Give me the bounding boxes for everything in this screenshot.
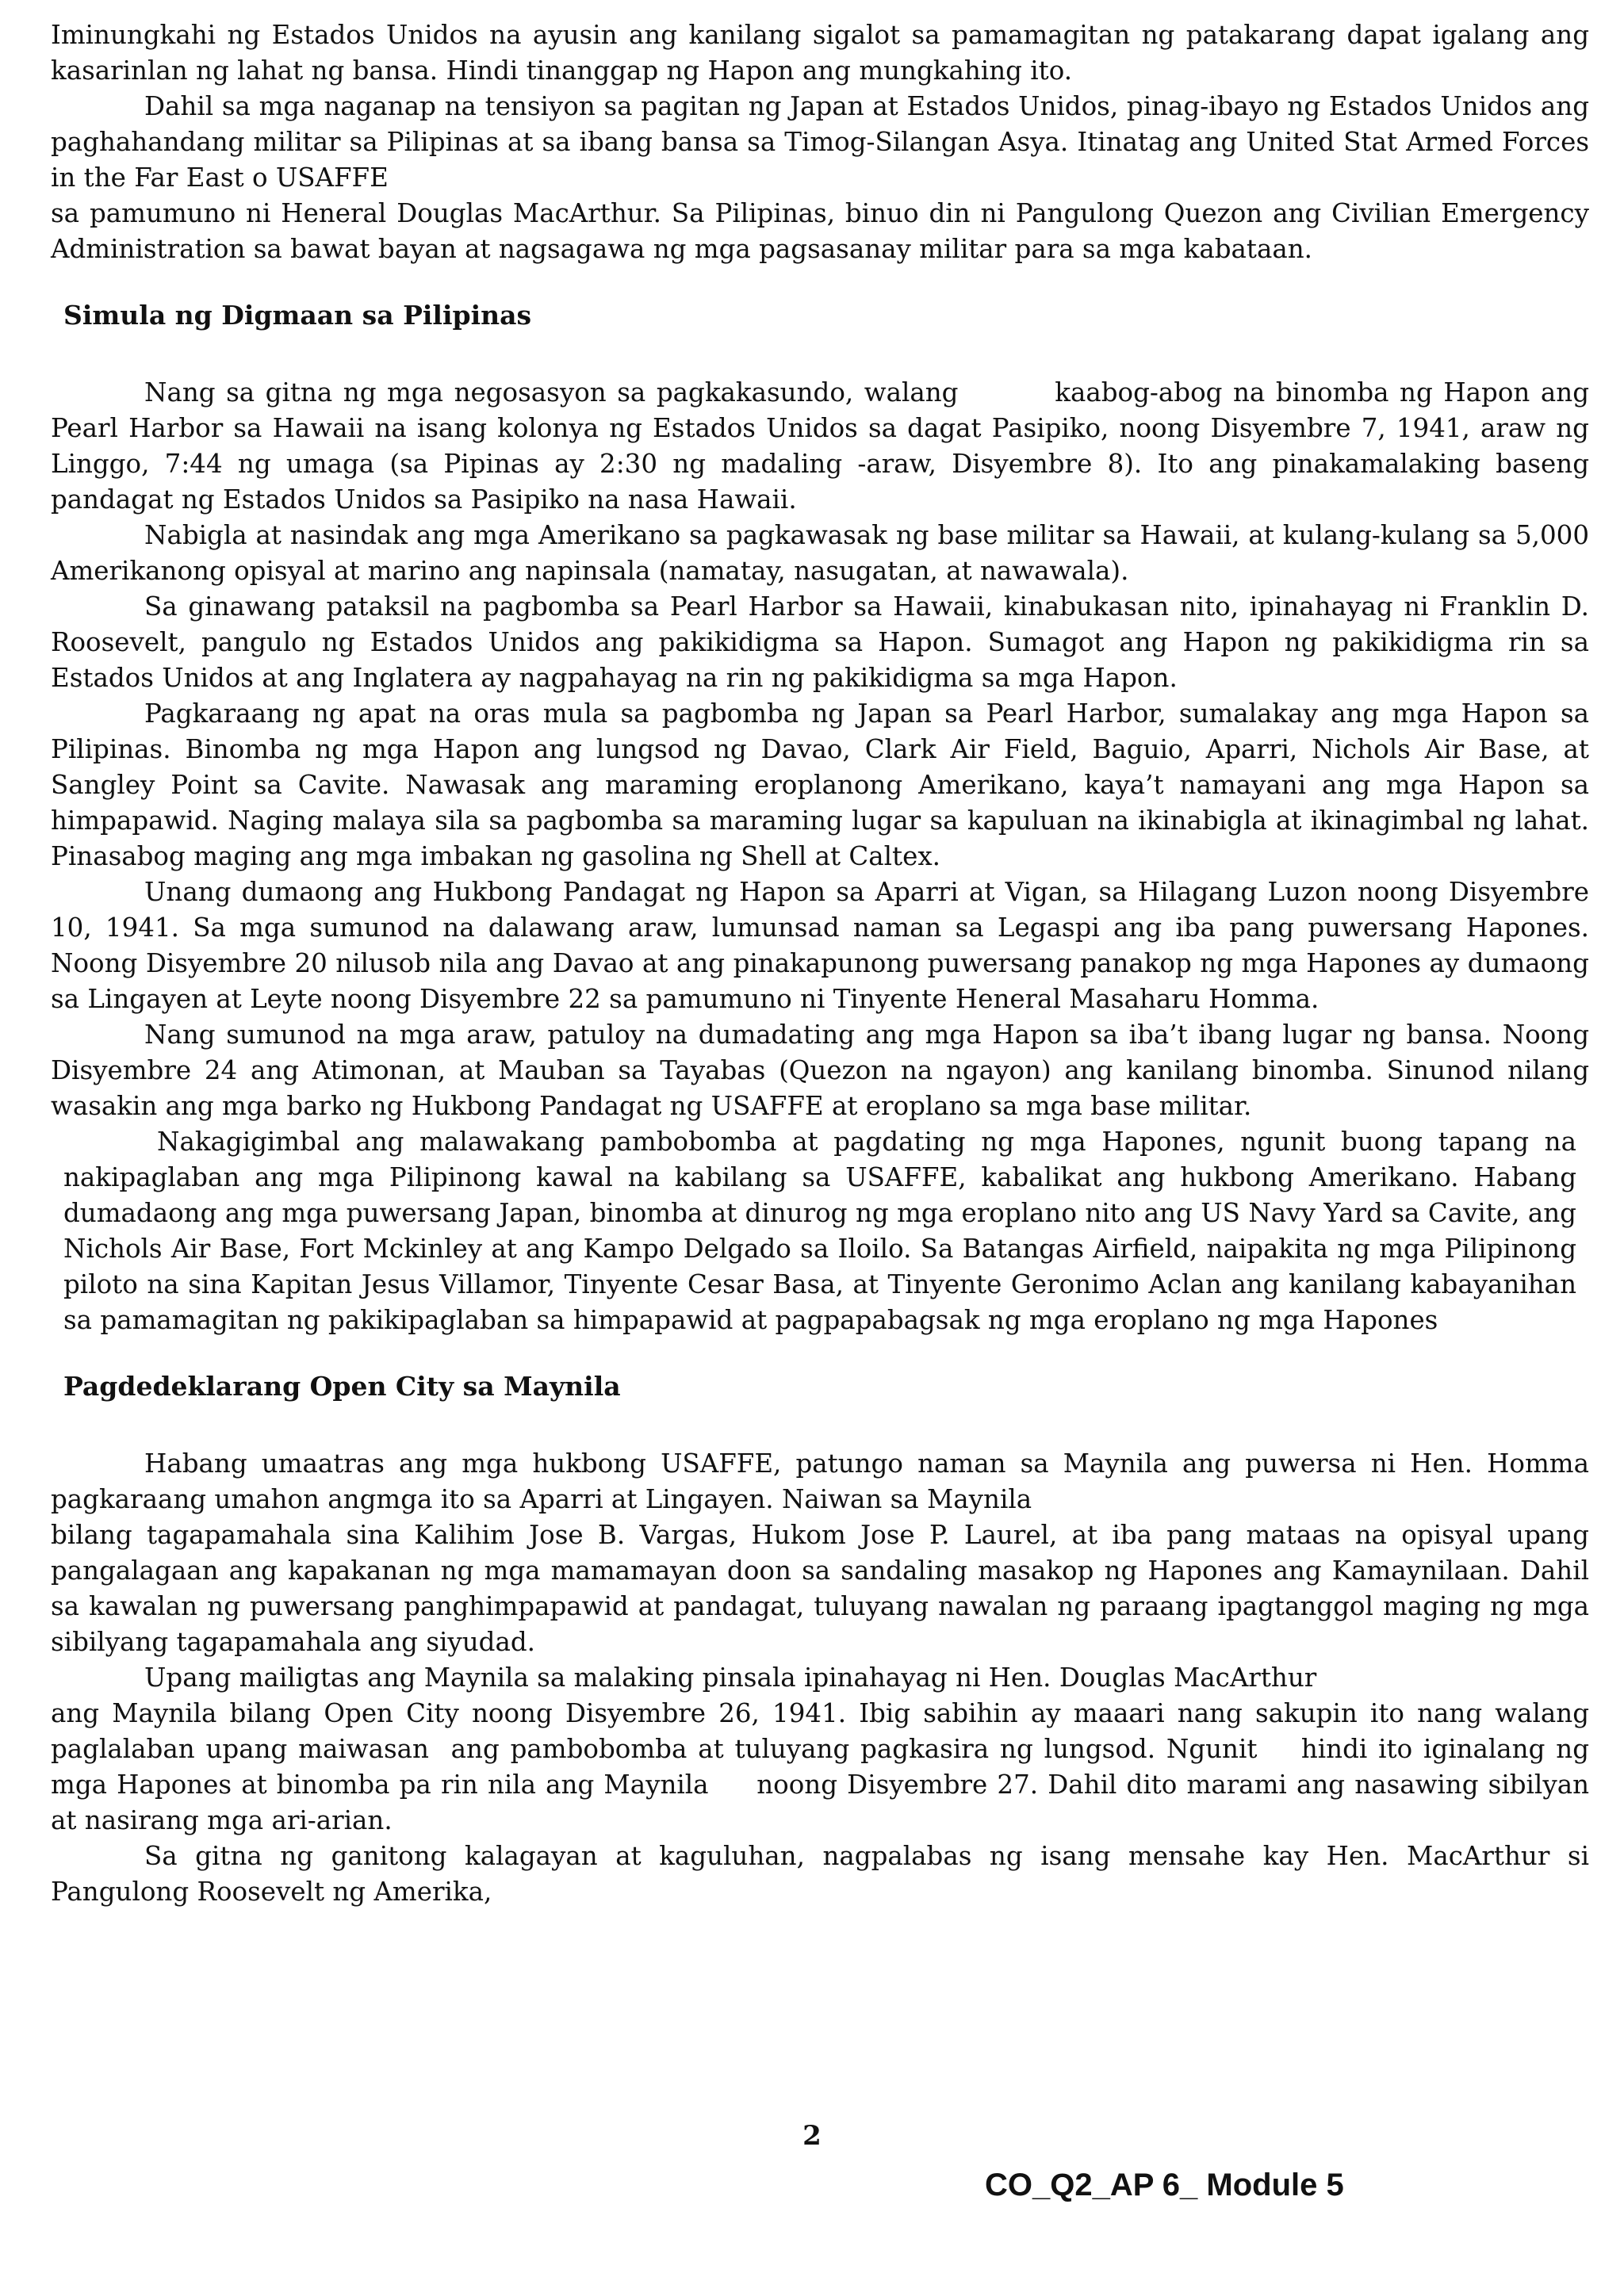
intro-paragraph-1: Iminungkahi ng Estados Unidos na ayusin ang kanilang sigalot sa pamamagitan ng patakarang dapat igalang ang kasarinlan ng lahat ng bansa. Hindi tinanggap ng Hapon ang mungkahing ito.	[51, 20, 1589, 86]
section1-paragraph-2: Nabigla at nasindak ang mga Amerikano sa pagkawasak ng base militar sa Hawaii, at kulang-kulang sa 5,000 Amerikanong opisyal at marino ang napinsala (namatay, nasugatan, at nawawala).	[51, 520, 1589, 586]
section2-paragraph-2-part-2: ang Maynila bilang Open City noong Disyembre 26, 1941. Ibig sabihin ay maaari nang sakupin ito nang walang paglalaban upang maiwasan ang pambobomba at tuluyang pagkasira ng lungsod. Ngunit hindi ito iginalang ng mga Hapones at binomba pa rin nila ang Maynila noong Disyembre 27. Dahil dito marami ang nasawing sibilyan at nasirang mga ari-arian.	[51, 1698, 1598, 1835]
section-heading-simula-ng-digmaan: Simula ng Digmaan sa Pilipinas	[63, 300, 532, 331]
section1-paragraph-1: Nang sa gitna ng mga negosasyon sa pagkakasundo, walang kaabog-abog na binomba ng Hapon ang Pearl Harbor sa Hawaii na isang kolonya ng Estados Unidos sa dagat Pasipiko, noong Disyembre 7, 1941, araw ng Linggo, 7:44 ng umaga (sa Pipinas ay 2:30 ng madaling -araw, Disyembre 8). Ito ang pinakamalaking baseng pandagat ng Estados Unidos sa Pasipiko na nasa Hawaii.	[51, 377, 1598, 515]
section2-paragraph-1-part-1: Habang umaatras ang mga hukbong USAFFE, patungo naman sa Maynila ang puwersa ni Hen. Homma pagkaraang umahon angmga ito sa Aparri at Lingayen. Naiwan sa Maynila	[51, 1448, 1589, 1514]
section1-paragraph-3: Sa ginawang pataksil na pagbomba sa Pearl Harbor sa Hawaii, kinabukasan nito, ipinahayag ni Franklin D. Roosevelt, pangulo ng Estados Unidos ang pakikidigma sa Hapon. Sumagot ang Hapon ng pakikidigma rin sa Estados Unidos at ang Inglatera ay nagpahayag na rin ng pakikidigma sa mga Hapon.	[51, 591, 1589, 693]
section1-paragraph-6: Nang sumunod na mga araw, patuloy na dumadating ang mga Hapon sa iba’t ibang lugar ng bansa. Noong Disyembre 24 ang Atimonan, at Mauban sa Tayabas (Quezon na ngayon) ang kanilang binomba. Sinunod nilang wasakin ang mga barko ng Hukbong Pandagat ng USAFFE at eroplano sa mga base militar.	[51, 1020, 1589, 1121]
section1-paragraph-7: Nakagigimbal ang malawakang pambobomba at pagdating ng mga Hapones, ngunit buong tapang na nakipaglaban ang mga Pilipinong kawal na kabilang sa USAFFE, kabalikat ang hukbong Amerikano. Habang dumadaong ang mga puwersang Japan, binomba at dinurog ng mga eroplano nito ang US Navy Yard sa Cavite, ang Nichols Air Base, Fort Mckinley at ang Kampo Delgado sa Iloilo. Sa Batangas Airfield, naipakita ng mga Pilipinong piloto na sina Kapitan Jesus Villamor, Tinyente Cesar Basa, at Tinyente Geronimo Aclan ang kanilang kabayanihan sa pamamagitan ng pakikipaglaban sa himpapawid at pagpapabagsak ng mga eroplano ng mga Hapones	[63, 1127, 1576, 1335]
intro-paragraph-2-part-1: Dahil sa mga naganap na tensiyon sa pagitan ng Japan at Estados Unidos, pinag-ibayo ng Estados Unidos ang paghahandang militar sa Pilipinas at sa ibang bansa sa Timog-Silangan Asya. Itinatag ang United Stat Armed Forces in the Far East o USAFFE	[51, 91, 1589, 193]
section2-paragraph-1-part-2: bilang tagapamahala sina Kalihim Jose B. Vargas, Hukom Jose P. Laurel, at iba pang mataas na opisyal upang pangalagaan ang kapakanan ng mga mamamayan doon sa sandaling masakop ng Hapones ang Kamaynilaan. Dahil sa kawalan ng puwersang panghimpapawid at pandagat, tuluyang nawalan ng paraang ipagtanggol maging ng mga sibilyang tagapamahala ang siyudad.	[51, 1520, 1589, 1657]
section1-shifted-block	[51, 1124, 1589, 1338]
intro-paragraph-2-part-2: sa pamumuno ni Heneral Douglas MacArthur. Sa Pilipinas, binuo din ni Pangulong Quezon ang Civilian Emergency Administration sa bawat bayan at nagsagawa ng mga pagsasanay militar para sa mga kabataan.	[51, 198, 1589, 264]
section1-paragraph-5: Unang dumaong ang Hukbong Pandagat ng Hapon sa Aparri at Vigan, sa Hilagang Luzon noong Disyembre 10, 1941. Sa mga sumunod na dalawang araw, lumunsad naman sa Legaspi ang iba pang puwersang Hapones. Noong Disyembre 20 nilusob nila ang Davao at ang pinakapunong puwersang panakop ng mga Hapones ay dumaong sa Lingayen at Leyte noong Disyembre 22 sa pamumuno ni Tinyente Heneral Masaharu Homma.	[51, 877, 1589, 1014]
page-number: 2	[802, 2120, 822, 2152]
document-page	[51, 17, 1598, 1910]
section1-paragraph-4: Pagkaraang ng apat na oras mula sa pagbomba ng Japan sa Pearl Harbor, sumalakay ang mga Hapon sa Pilipinas. Binomba ng mga Hapon ang lungsod ng Davao, Clark Air Field, Baguio, Aparri, Nichols Air Base, at Sangley Point sa Cavite. Nawasak ang maraming eroplanong Amerikano, kaya’t namayani ang mga Hapon sa himpapawid. Naging malaya sila sa pagbomba sa maraming lugar sa kapuluan na ikinabigla at ikinagimbal ng lahat. Pinasabog maging ang mga imbakan ng gasolina ng Shell at Caltex.	[51, 698, 1589, 871]
module-code: CO_Q2_AP 6_ Module 5	[985, 2168, 1344, 2202]
section2-paragraph-2-part-1: Upang mailigtas ang Maynila sa malaking pinsala ipinahayag ni Hen. Douglas MacArthur	[144, 1663, 1317, 1693]
section-heading-open-city: Pagdedeklarang Open City sa Maynila	[63, 1371, 621, 1402]
section2-paragraph-3: Sa gitna ng ganitong kalagayan at kaguluhan, nagpalabas ng isang mensahe kay Hen. MacArthur si Pangulong Roosevelt ng Amerika,	[51, 1841, 1589, 1907]
